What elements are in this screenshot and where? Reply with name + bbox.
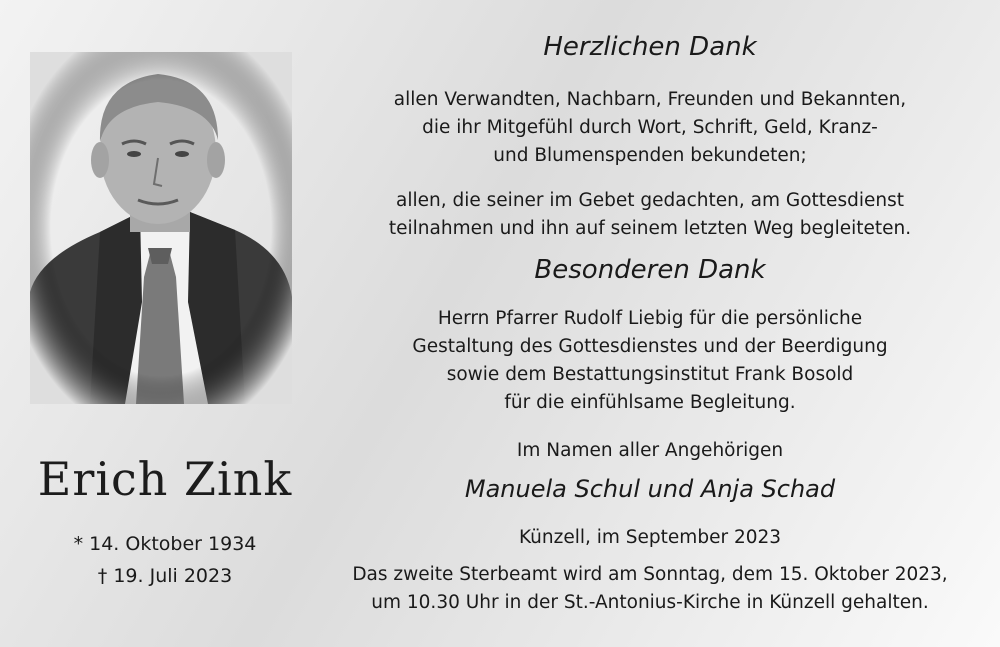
text-line: teilnahmen und ihn auf seinem letzten Weg begleiteten.	[388, 218, 912, 239]
thanks-heading: Herzlichen Dank	[543, 32, 757, 62]
thanks-paragraph-1	[310, 86, 990, 170]
special-thanks-paragraph	[310, 305, 990, 417]
special-thanks-heading: Besonderen Dank	[534, 255, 766, 285]
text-line: die ihr Mitgefühl durch Wort, Schrift, Geld, Kranz-	[422, 117, 878, 138]
death-date: † 19. Juli 2023	[97, 565, 233, 587]
signature-intro: Im Namen aller Angehörigen	[516, 440, 784, 461]
portrait-photo	[30, 52, 292, 404]
birth-date: * 14. Oktober 1934	[73, 533, 257, 555]
text-line: um 10.30 Uhr in der St.-Antonius-Kirche in Künzell gehalten.	[371, 592, 929, 613]
thanks-paragraph-2	[310, 187, 990, 243]
text-line: allen, die seiner im Gebet gedachten, am Gottesdienst	[396, 190, 904, 211]
place-date: Künzell, im September 2023	[518, 527, 782, 548]
mass-notice	[310, 561, 990, 617]
text-line: Herrn Pfarrer Rudolf Liebig für die persönliche	[437, 308, 863, 329]
signature-names: Manuela Schul und Anja Schad	[464, 475, 836, 503]
text-line: Das zweite Sterbeamt wird am Sonntag, dem 15. Oktober 2023,	[352, 564, 948, 585]
text-line: allen Verwandten, Nachbarn, Freunden und Bekannten,	[393, 89, 907, 110]
text-line: sowie dem Bestattungsinstitut Frank Bosold	[446, 364, 854, 385]
text-line: Gestaltung des Gottesdienstes und der Beerdigung	[412, 336, 888, 357]
deceased-name: Erich Zink	[37, 452, 293, 506]
text-line: und Blumenspenden bekundeten;	[493, 145, 807, 166]
text-line: für die einfühlsame Begleitung.	[504, 392, 796, 413]
